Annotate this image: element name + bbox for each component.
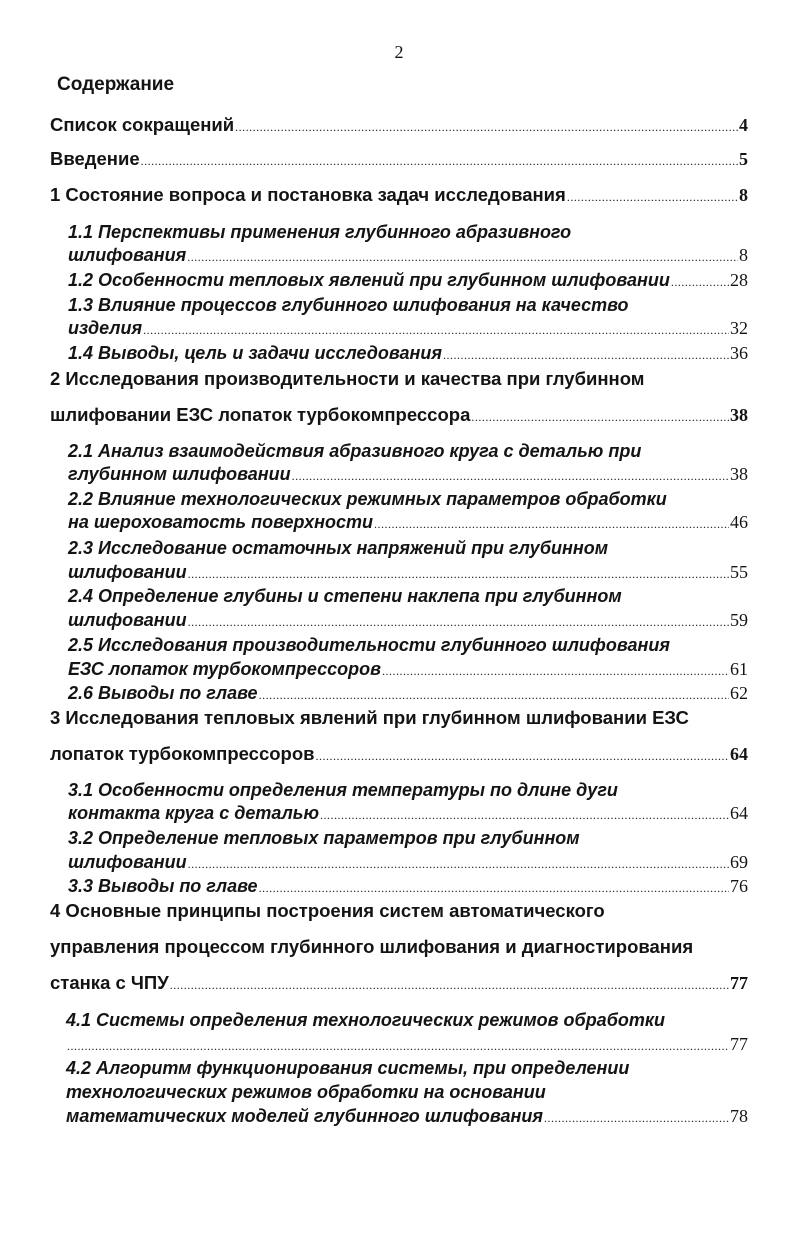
- dot-leader: [187, 245, 738, 269]
- toc-entry-page: 61: [730, 659, 748, 679]
- dot-leader: [316, 744, 729, 768]
- dot-leader: [292, 464, 729, 488]
- toc-entry-text: 1 Состояние вопроса и постановка задач исследования: [50, 184, 566, 205]
- toc-entry-section-2-1-line: 2.1 Анализ взаимодействия абразивного круга с деталью при: [68, 441, 642, 461]
- page-number: 2: [394, 42, 404, 62]
- dot-leader: [471, 405, 729, 429]
- toc-entry-text: Список сокращений: [50, 114, 235, 135]
- dot-leader: [443, 343, 729, 367]
- toc-entry-chapter-1[interactable]: [50, 183, 748, 209]
- toc-entry-text: шлифования: [68, 245, 187, 265]
- toc-entry-section-1-4[interactable]: [68, 341, 748, 367]
- toc-entry-section-2-2[interactable]: [68, 510, 748, 536]
- dot-leader: [259, 876, 729, 900]
- toc-entry-page: 28: [730, 270, 748, 290]
- toc-entry-section-3-1-line: 3.1 Особенности определения температуры по длине дуги: [68, 780, 618, 800]
- toc-entry-section-2-1[interactable]: [68, 462, 748, 488]
- toc-entry-section-4-1-line: 4.1 Системы определения технологических режимов обработки: [66, 1010, 665, 1030]
- toc-entry-section-4-1[interactable]: [66, 1032, 748, 1058]
- toc-entry-text: лопаток турбокомпрессоров: [50, 743, 315, 764]
- toc-entry-text: шлифовании: [68, 852, 187, 872]
- toc-entry-section-3-2[interactable]: [68, 850, 748, 876]
- toc-entry-text: ЕЗС лопаток турбокомпрессоров: [68, 659, 381, 679]
- toc-entry-text: математических моделей глубинного шлифования: [66, 1106, 543, 1126]
- toc-entry-text: на шероховатость поверхности: [68, 512, 373, 532]
- toc-entry-section-2-5[interactable]: [68, 657, 748, 683]
- toc-entry-text: шлифовании ЕЗС лопаток турбокомпрессора: [50, 404, 471, 425]
- toc-entry-page: 76: [730, 876, 748, 896]
- toc-entry-chapter-3-line: 3 Исследования тепловых явлений при глубинном шлифовании ЕЗС: [50, 707, 689, 728]
- toc-entry-text: 2.6 Выводы по главе: [68, 683, 258, 703]
- toc-entry-text: шлифовании: [68, 562, 187, 582]
- toc-entry-introduction[interactable]: [50, 147, 748, 173]
- toc-entry-section-2-2-line: 2.2 Влияние технологических режимных параметров обработки: [68, 489, 667, 509]
- toc-entry-section-2-6[interactable]: [68, 681, 748, 707]
- toc-entry-page: 36: [730, 343, 748, 363]
- toc-entry-section-4-2-line-1: 4.2 Алгоритм функционирования системы, при определении: [66, 1058, 630, 1078]
- toc-entry-text: глубинном шлифовании: [68, 464, 291, 484]
- toc-entry-section-3-3[interactable]: [68, 874, 748, 900]
- toc-entry-abbreviations[interactable]: [50, 113, 748, 139]
- toc-entry-page: 38: [730, 464, 748, 484]
- toc-entry-section-1-1[interactable]: [68, 243, 748, 269]
- dot-leader: [67, 1034, 729, 1058]
- toc-entry-text: шлифовании: [68, 610, 187, 630]
- toc-entry-text: 1.2 Особенности тепловых явлений при глубинном шлифовании: [68, 270, 670, 290]
- toc-entry-page: 46: [730, 512, 748, 532]
- toc-entry-section-2-3[interactable]: [68, 560, 748, 586]
- toc-entry-page: 8: [739, 245, 748, 265]
- dot-leader: [188, 852, 729, 876]
- dot-leader: [141, 149, 738, 173]
- toc-entry-page: 8: [739, 185, 748, 205]
- toc-entry-page: 78: [730, 1106, 748, 1126]
- toc-entry-section-2-4[interactable]: [68, 608, 748, 634]
- toc-entry-text: контакта круга с деталью: [68, 803, 320, 823]
- toc-entry-text: Введение: [50, 148, 140, 169]
- toc-entry-page: 59: [730, 610, 748, 630]
- dot-leader: [382, 659, 729, 683]
- toc-entry-chapter-4-line-2: управления процессом глубинного шлифования и диагностирования: [50, 936, 694, 957]
- toc-entry-page: 38: [730, 405, 748, 425]
- toc-entry-page: 69: [730, 852, 748, 872]
- toc-entry-section-1-3-line: 1.3 Влияние процессов глубинного шлифования на качество: [68, 295, 629, 315]
- toc-entry-section-2-4-line: 2.4 Определение глубины и степени наклепа при глубинном: [68, 586, 622, 606]
- dot-leader: [259, 683, 729, 707]
- toc-entry-text: 3.3 Выводы по главе: [68, 876, 258, 896]
- dot-leader: [544, 1106, 729, 1130]
- toc-entry-section-2-3-line: 2.3 Исследование остаточных напряжений при глубинном: [68, 538, 609, 558]
- toc-entry-page: 64: [730, 803, 748, 823]
- toc-entry-chapter-4[interactable]: [50, 971, 748, 997]
- toc-entry-text: станка с ЧПУ: [50, 972, 169, 993]
- toc-entry-section-1-3[interactable]: [68, 316, 748, 342]
- toc-entry-section-2-5-line: 2.5 Исследования производительности глубинного шлифования: [68, 635, 670, 655]
- toc-entry-page: 5: [739, 149, 748, 169]
- toc-entry-page: 32: [730, 318, 748, 338]
- toc-entry-section-3-1[interactable]: [68, 801, 748, 827]
- dot-leader: [143, 318, 729, 342]
- dot-leader: [671, 270, 729, 294]
- toc-entry-chapter-2-line: 2 Исследования производительности и качества при глубинном: [50, 368, 645, 389]
- toc-entry-section-1-2[interactable]: [68, 268, 748, 294]
- toc-entry-text: 1.4 Выводы, цель и задачи исследования: [68, 343, 442, 363]
- toc-entry-chapter-4-line-1: 4 Основные принципы построения систем автоматического: [50, 900, 605, 921]
- toc-entry-text: изделия: [68, 318, 143, 338]
- dot-leader: [320, 803, 729, 827]
- toc-entry-page: 4: [739, 115, 748, 135]
- toc-entry-chapter-2[interactable]: [50, 403, 748, 429]
- toc-title: Содержание: [57, 74, 175, 95]
- toc-entry-section-4-2-line-2: технологических режимов обработки на основании: [66, 1082, 546, 1102]
- toc-entry-page: 64: [730, 744, 748, 764]
- toc-entry-page: 77: [730, 1034, 748, 1054]
- toc-entry-section-3-2-line: 3.2 Определение тепловых параметров при глубинном: [68, 828, 580, 848]
- dot-leader: [188, 610, 729, 634]
- toc-entry-page: 77: [730, 973, 748, 993]
- toc-entry-page: 55: [730, 562, 748, 582]
- dot-leader: [188, 562, 729, 586]
- toc-entry-page: 62: [730, 683, 748, 703]
- toc-entry-section-4-2[interactable]: [66, 1104, 748, 1130]
- dot-leader: [567, 185, 738, 209]
- dot-leader: [235, 115, 738, 139]
- toc-entry-section-1-1-line: 1.1 Перспективы применения глубинного абразивного: [68, 222, 572, 242]
- dot-leader: [374, 512, 729, 536]
- toc-entry-chapter-3[interactable]: [50, 742, 748, 768]
- dot-leader: [170, 973, 729, 997]
